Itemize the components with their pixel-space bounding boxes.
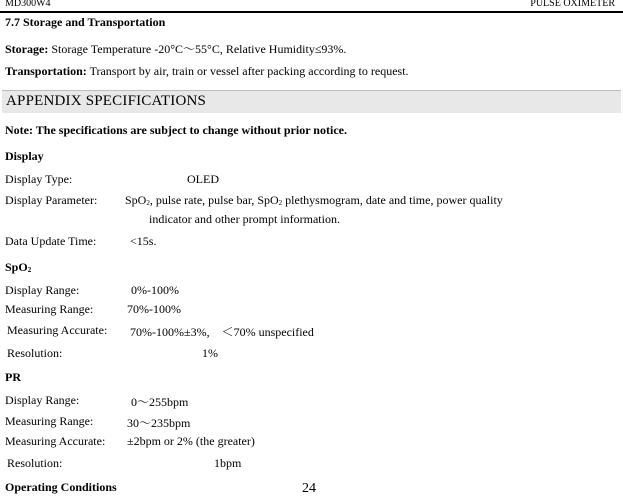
spo2-resolution-value: 1% xyxy=(202,346,218,360)
data-update-value: <15s. xyxy=(130,234,157,248)
spo2-heading-sub: 2 xyxy=(27,266,32,274)
pr-accuracy-value: ±2bpm or 2% (the greater) xyxy=(127,434,255,448)
spo2-display-range-value: 0%-100% xyxy=(131,283,179,297)
display-type-value: OLED xyxy=(187,172,219,186)
display-parameter-label: Display Parameter: xyxy=(5,193,98,207)
pr-heading: PR xyxy=(5,370,21,384)
header-rule xyxy=(0,11,623,13)
pr-display-range-label: Display Range: xyxy=(5,393,80,407)
storage-text: Storage Temperature -20°C～55°C, Relative Humidity≤93%. xyxy=(48,42,347,56)
pr-measuring-range-label: Measuring Range: xyxy=(5,414,94,428)
storage-label: Storage: xyxy=(5,42,49,56)
spo2-measuring-range-label: Measuring Range: xyxy=(5,302,94,316)
pr-resolution-label: Resolution: xyxy=(7,456,63,470)
display-heading: Display xyxy=(5,149,44,163)
display-type-label: Display Type: xyxy=(5,172,73,186)
spo2-accuracy-label: Measuring Accurate: xyxy=(7,323,108,337)
transportation-text: Transport by air, train or vessel after packing according to request. xyxy=(86,64,409,78)
pr-display-range-value: 0～255bpm xyxy=(131,395,189,409)
data-update-label: Data Update Time: xyxy=(5,234,97,248)
header-product: PULSE OXIMETER xyxy=(530,0,615,9)
appendix-note: Note: The specifications are subject to change without prior notice. xyxy=(5,123,347,137)
page-number: 24 xyxy=(302,481,316,496)
pr-resolution-value: 1bpm xyxy=(214,456,242,470)
appendix-title: APPENDIX SPECIFICATIONS xyxy=(6,93,207,109)
spo2-display-range-label: Display Range: xyxy=(5,283,80,297)
storage-line xyxy=(5,40,346,57)
header-model: MD300W4 xyxy=(5,0,51,9)
operating-conditions-heading: Operating Conditions xyxy=(5,480,117,494)
spo2-accuracy-value: 70%-100%±3%, ＜70% unspecified xyxy=(130,325,314,339)
pr-accuracy-label: Measuring Accurate: xyxy=(5,434,106,448)
spo2-heading xyxy=(5,260,31,275)
pr-measuring-range-value: 30～235bpm xyxy=(127,416,191,430)
spo2-resolution-label: Resolution: xyxy=(7,346,63,360)
appendix-title-band xyxy=(2,90,621,113)
spo2-heading-main: SpO xyxy=(5,260,28,274)
transportation-line xyxy=(5,64,409,79)
spo2-measuring-range-value: 70%-100% xyxy=(127,302,181,316)
section-heading-storage: 7.7 Storage and Transportation xyxy=(5,15,166,29)
display-parameter-value-line1: SpO$_2$, pulse rate, pulse bar, SpO$_2$ plethysmogram, date and time, power quality xyxy=(125,193,503,207)
display-parameter-value-line2: indicator and other prompt information. xyxy=(149,212,340,226)
transportation-label: Transportation: xyxy=(5,64,87,78)
